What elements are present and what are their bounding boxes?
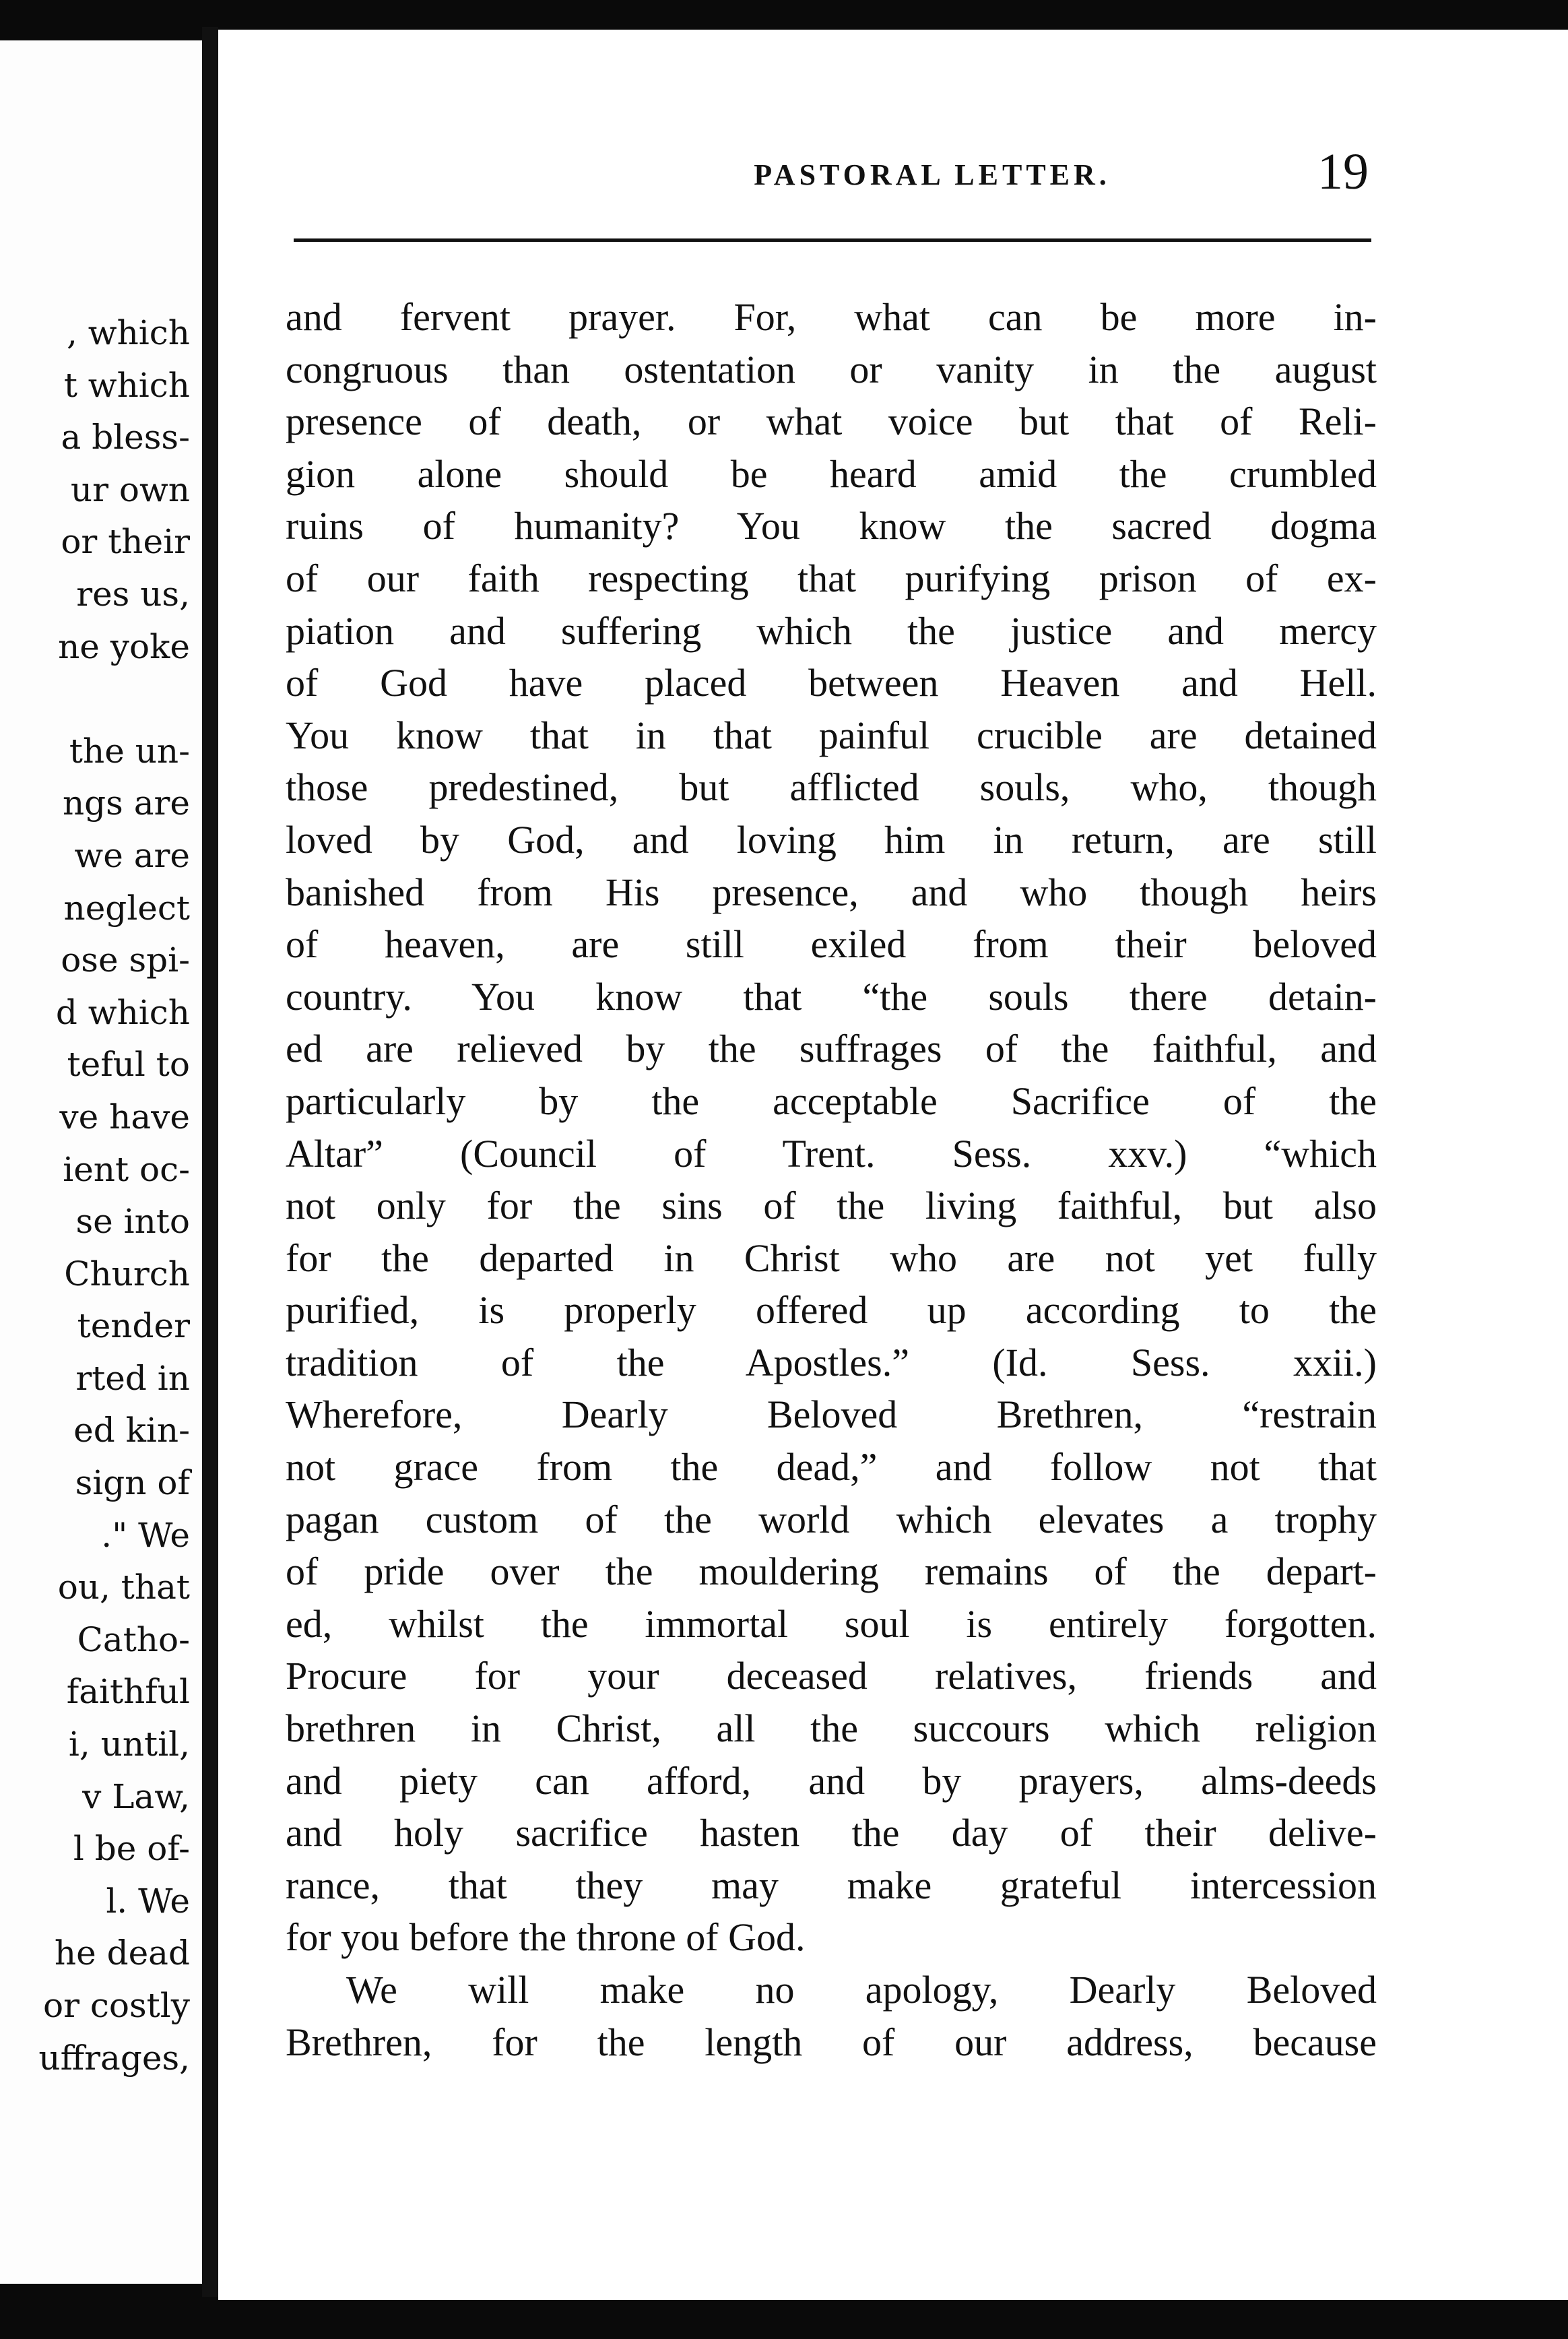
previous-page-line: teful to	[67, 1045, 190, 1085]
previous-page-line: ose spi-	[61, 940, 190, 980]
text-line: those predestined, but afflicted souls, who, though	[286, 765, 1377, 810]
previous-page-line: i, until,	[68, 1725, 190, 1764]
previous-page-line: a bless-	[61, 418, 190, 457]
previous-page-line: he dead	[54, 1933, 190, 1973]
text-line: for the departed in Christ who are not yet fully	[286, 1236, 1377, 1280]
text-line: of our faith respecting that purifying prison of ex-	[286, 556, 1377, 600]
text-line: Wherefore, Dearly Beloved Brethren, “restrain	[286, 1392, 1377, 1437]
previous-page-line: ur own	[70, 470, 190, 509]
previous-page-line: res us,	[76, 574, 190, 614]
previous-page-line: uffrages,	[38, 2038, 190, 2078]
text-line: brethren in Christ, all the succours which religion	[286, 1706, 1377, 1751]
previous-page-line: or costly	[43, 1986, 190, 2025]
previous-page-line: faithful	[66, 1672, 190, 1712]
text-line: We will make no apology, Dearly Beloved	[346, 1968, 1377, 2012]
previous-page-line	[0, 673, 190, 726]
previous-page-line: Church	[64, 1254, 190, 1293]
text-line: rance, that they may make grateful intercession	[286, 1863, 1377, 1907]
text-line: particularly by the acceptable Sacrifice of the	[286, 1079, 1377, 1123]
previous-page-line: v Law,	[82, 1776, 190, 1816]
body-text	[286, 291, 1377, 2068]
text-line: and holy sacrifice hasten the day of their delive-	[286, 1811, 1377, 1855]
text-line: loved by God, and loving him in return, are still	[286, 817, 1377, 862]
text-line: and fervent prayer. For, what can be more in-	[286, 295, 1377, 339]
previous-page-line: ed kin-	[73, 1411, 190, 1450]
page-number: 19	[1317, 143, 1369, 200]
previous-page-line: se into	[75, 1202, 190, 1242]
previous-page-line: the un-	[69, 731, 190, 771]
previous-page-line: ient oc-	[63, 1149, 190, 1189]
text-line: for you before the throne of God.	[286, 1915, 806, 1960]
previous-page-line: or their	[61, 522, 190, 562]
text-line: gion alone should be heard amid the crumbled	[286, 451, 1377, 496]
text-line: piation and suffering which the justice and mercy	[286, 608, 1377, 653]
text-line: Brethren, for the length of our address, because	[286, 2020, 1377, 2064]
text-line: tradition of the Apostles.” (Id. Sess. xxii.)	[286, 1340, 1377, 1384]
previous-page-line: ngs are	[62, 783, 190, 823]
previous-page-line: neglect	[63, 888, 190, 928]
previous-page-line: we are	[74, 835, 190, 875]
previous-page-line: , which	[67, 313, 190, 352]
text-line: ed are relieved by the suffrages of the faithful, and	[286, 1027, 1377, 1071]
text-line: banished from His presence, and who though heirs	[286, 870, 1377, 914]
previous-page-line: ne yoke	[58, 627, 190, 666]
previous-page-line: sign of	[75, 1463, 190, 1503]
previous-page-line: tender	[77, 1306, 190, 1346]
previous-page-line: ou, that	[57, 1568, 190, 1607]
scan-bottom-edge	[0, 2300, 1568, 2339]
previous-page-line: l be of-	[73, 1829, 190, 1869]
text-line: congruous than ostentation or vanity in the august	[286, 347, 1377, 391]
text-line: of God have placed between Heaven and Hell.	[286, 661, 1377, 705]
previous-page-line: rted in	[75, 1358, 190, 1398]
previous-page-text	[0, 307, 190, 2084]
header-rule	[294, 238, 1371, 242]
text-line: of heaven, are still exiled from their beloved	[286, 922, 1377, 967]
previous-page-line: ve have	[59, 1097, 190, 1136]
text-line: not grace from the dead,” and follow not that	[286, 1445, 1377, 1489]
previous-page-line: Catho-	[77, 1620, 190, 1659]
text-line: Procure for your deceased relatives, friends and	[286, 1654, 1377, 1698]
text-line: of pride over the mouldering remains of the depart-	[286, 1549, 1377, 1594]
previous-page-line: ." We	[101, 1515, 190, 1555]
text-line: presence of death, or what voice but that of Reli-	[286, 399, 1377, 444]
text-line: pagan custom of the world which elevates a trophy	[286, 1497, 1377, 1541]
previous-page-fragment	[0, 40, 202, 2284]
previous-page-line: d which	[55, 992, 190, 1032]
text-line: Altar” (Council of Trent. Sess. xxv.) “which	[286, 1131, 1377, 1176]
previous-page-line: t which	[63, 365, 190, 405]
book-gutter	[202, 27, 218, 2297]
text-line: purified, is properly offered up according to the	[286, 1288, 1377, 1333]
previous-page-line: l. We	[106, 1881, 190, 1921]
text-line: You know that in that painful crucible are detained	[286, 713, 1377, 757]
current-page	[218, 30, 1568, 2300]
text-line: ruins of humanity? You know the sacred dogma	[286, 504, 1377, 548]
text-line: country. You know that “the souls there detain-	[286, 974, 1377, 1019]
text-line: and piety can afford, and by prayers, alms-deeds	[286, 1758, 1377, 1803]
running-head: PASTORAL LETTER.	[754, 158, 1111, 191]
text-line: ed, whilst the immortal soul is entirely forgotten.	[286, 1601, 1377, 1646]
text-line: not only for the sins of the living faithful, but also	[286, 1184, 1377, 1228]
